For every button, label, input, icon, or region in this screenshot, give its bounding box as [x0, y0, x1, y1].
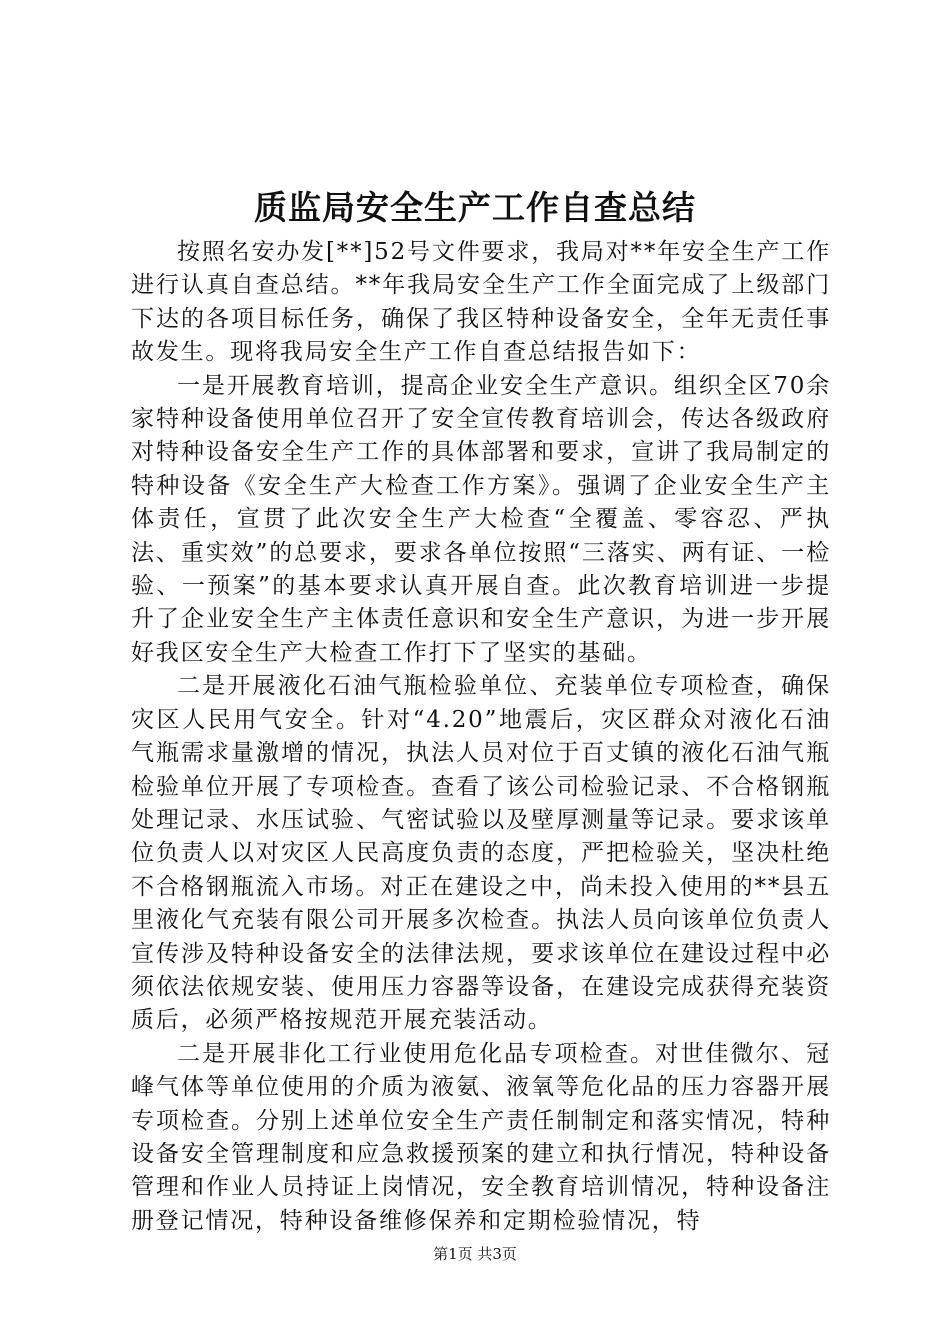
document-title: 质监局安全生产工作自查总结 [254, 188, 696, 227]
document-body [131, 236, 831, 1238]
page-footer: 第1页 共3页 [433, 1245, 517, 1263]
paragraph-lpg-inspection: 二是开展液化石油气瓶检验单位、充装单位专项检查，确保灾区人民用气安全。针对“4.20”地震后，灾区群众对液化石油气瓶需求量激增的情况，执法人员对位于百丈镇的液化石油气瓶检验单位开展了专项检查。查看了该公司检验记录、不合格钢瓶处理记录、水压试验、气密试验以及壁厚测量等记录。要求该单位负责人以对灾区人民高度负责的态度，严把检验关，坚决杜绝不合格钢瓶流入市场。对正在建设之中，尚未投入使用的**县五里液化气充装有限公司开展多次检查。执法人员向该单位负责人宣传涉及特种设备安全的法律法规，要求该单位在建设过程中必须依法依规安装、使用压力容器等设备，在建设完成获得充装资质后，必须严格按规范开展充装活动。 [131, 673, 831, 1034]
paragraph-intro: 按照名安办发[**]52号文件要求，我局对**年安全生产工作进行认真自查总结。**年我局安全生产工作全面完成了上级部门下达的各项目标任务，确保了我区特种设备安全，全年无责任事故发生。现将我局安全生产工作自查总结报告如下： [131, 239, 831, 366]
paragraph-education-training: 一是开展教育培训，提高企业安全生产意识。组织全区70余家特种设备使用单位召开了安全宣传教育培训会，传达各级政府对特种设备安全生产工作的具体部署和要求，宣讲了我局制定的特种设备《安全生产大检查工作方案》。强调了企业安全生产主体责任，宣贯了此次安全生产大检查“全覆盖、零容忍、严执法、重实效”的总要求，要求各单位按照“三落实、两有证、一检验、一预案”的基本要求认真开展自查。此次教育培训进一步提升了企业安全生产主体责任意识和安全生产意识，为进一步开展好我区安全生产大检查工作打下了坚实的基础。 [131, 372, 831, 666]
paragraph-hazardous-chemicals: 二是开展非化工行业使用危化品专项检查。对世佳微尔、冠峰气体等单位使用的介质为液氨、液氧等危化品的压力容器开展专项检查。分别上述单位安全生产责任制制定和落实情况，特种设备安全管理制度和应急救援预案的建立和执行情况，特种设备管理和作业人员持证上岗情况，安全教育培训情况，特种设备注册登记情况，特种设备维修保养和定期检验情况，特 [131, 1040, 831, 1234]
